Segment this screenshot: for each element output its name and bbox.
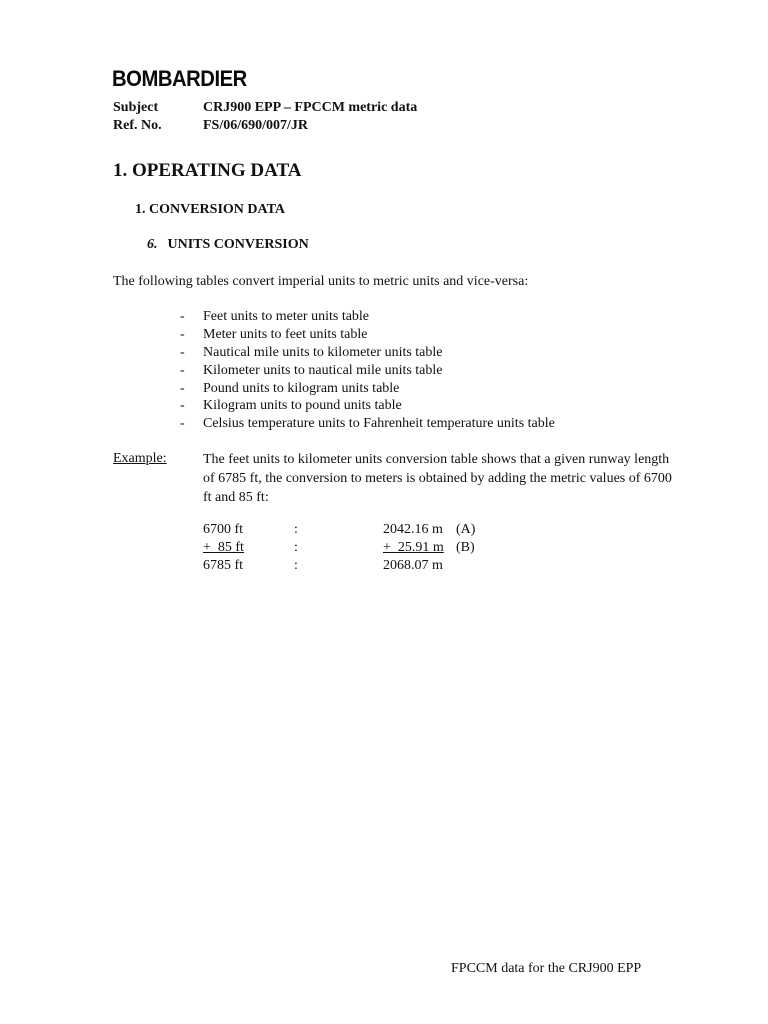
calc-row-1-left: 6700 ft <box>203 522 244 537</box>
subject-label: Subject <box>113 100 159 115</box>
page-footer: FPCCM data for the CRJ900 EPP <box>451 961 642 976</box>
ref-label: Ref. No. <box>113 118 162 133</box>
sub-subsection-heading <box>147 237 309 253</box>
sub-subsection-title: UNITS CONVERSION <box>167 237 309 252</box>
calc-row-1-right: 2042.16 m <box>383 522 443 537</box>
calc-row-1-tag: (A) <box>456 522 476 537</box>
calc-row-3-left: 6785 ft <box>203 558 244 573</box>
sub-subsection-number: 6. <box>147 237 158 252</box>
subsection-heading: 1. CONVERSION DATA <box>135 202 285 217</box>
example-text: The feet units to kilometer units conversion table shows that a given runway length of 6785 ft, the conversion to meters is obtained by adding the metric values of 6700 ft and 85 ft: <box>203 452 672 505</box>
bombardier-logo: BOMBARDIER <box>112 66 247 91</box>
section-heading: 1. OPERATING DATA <box>113 160 302 181</box>
intro-paragraph: The following tables convert imperial units to metric units and vice-versa: <box>113 274 529 289</box>
calc-row-2-right: + 25.91 m <box>383 540 444 555</box>
calc-row-1-sep: : <box>294 522 298 537</box>
calc-row-2-tag: (B) <box>456 540 475 555</box>
calc-row-3-sep: : <box>294 558 298 573</box>
example-label: Example: <box>113 451 167 466</box>
calc-row-2-sep: : <box>294 540 298 555</box>
ref-value: FS/06/690/007/JR <box>203 118 309 133</box>
subject-value: CRJ900 EPP – FPCCM metric data <box>203 100 418 115</box>
calc-row-2-left: + 85 ft <box>203 540 244 555</box>
calc-row-3-right: 2068.07 m <box>383 558 443 573</box>
